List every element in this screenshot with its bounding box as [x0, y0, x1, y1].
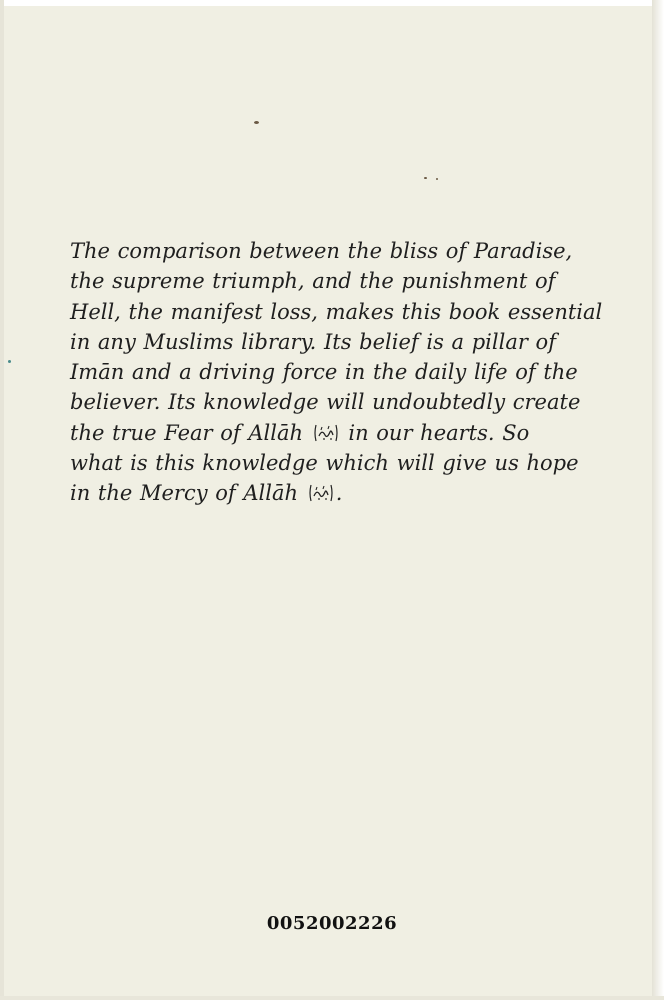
blurb-text-part: the true Fear of Allāh: [70, 420, 303, 445]
blurb-line: Hell, the manifest loss, makes this book essential: [70, 299, 603, 324]
barcode-number: 0052002226: [266, 913, 398, 934]
blurb-text-part: .: [335, 481, 343, 506]
blurb-line-with-honorific: [70, 478, 610, 508]
blurb-line: believer. Its knowledge will undoubtedly create: [70, 390, 581, 415]
scan-edge-bottom: [0, 996, 664, 1000]
scan-edge-left: [0, 0, 4, 1000]
blurb-text-part: in the Mercy of Allāh: [70, 481, 298, 506]
paper-speck: [436, 178, 438, 180]
scan-edge-top: [0, 0, 664, 6]
blurb-text: [70, 236, 610, 509]
paper-speck: [8, 360, 11, 363]
paper-speck: [424, 177, 427, 179]
blurb-text-part: in our hearts. So: [348, 420, 530, 445]
blurb-line: Imān and a driving force in the daily life of the: [70, 360, 578, 385]
blurb-line: the supreme triumph, and the punishment of: [70, 269, 556, 294]
paper-speck: [254, 121, 259, 124]
blurb-line: in any Muslims library. Its belief is a pillar of: [70, 329, 556, 354]
honorific-icon: [308, 483, 334, 503]
honorific-icon: [313, 423, 339, 443]
scan-edge-right: [652, 0, 664, 1000]
blurb-line: The comparison between the bliss of Paradise,: [70, 239, 573, 263]
blurb-line: what is this knowledge which will give us hope: [70, 451, 579, 476]
blurb-line-with-honorific: [70, 418, 610, 448]
